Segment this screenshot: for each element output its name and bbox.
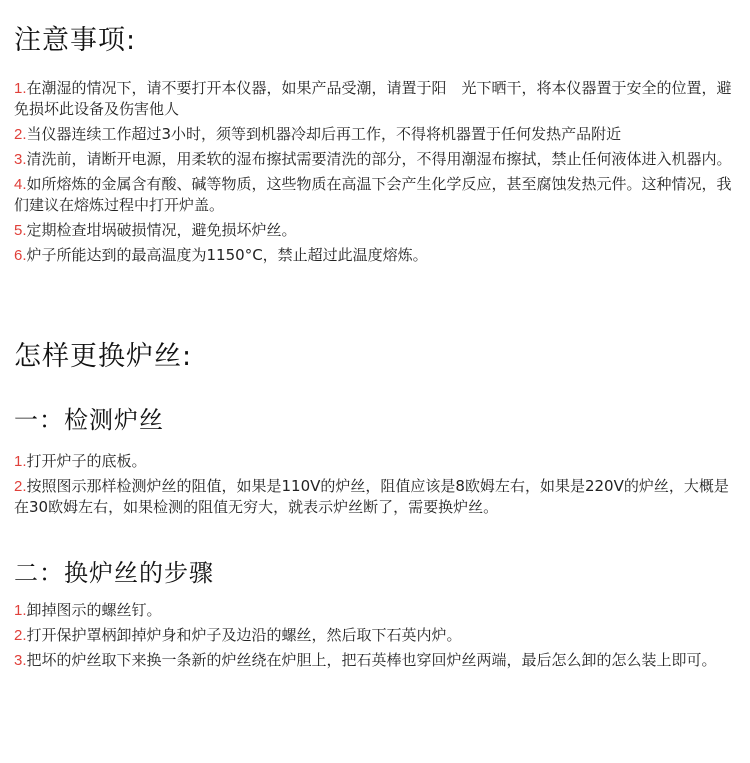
item-number: 1. <box>14 602 27 619</box>
steps-title: 二：换炉丝的步骤 <box>14 559 214 587</box>
steps-item-1 <box>14 600 740 621</box>
item-text: 打开保护罩柄卸掉炉身和炉子及边沿的螺丝，然后取下石英内炉。 <box>26 626 462 644</box>
item-text: 在潮湿的情况下，请不要打开本仪器，如果产品受潮，请置于阳 光下晒干，将本仪器置于安全的位置，避免损坏此设备及伤害他人 <box>14 79 732 118</box>
item-text: 打开炉子的底板。 <box>26 452 147 470</box>
item-number: 2. <box>14 126 27 143</box>
notice-item-5 <box>14 220 740 241</box>
notice-item-4 <box>14 174 740 216</box>
item-number: 2. <box>14 478 27 495</box>
item-text: 定期检查坩埚破损情况，避免损坏炉丝。 <box>26 221 297 239</box>
steps-item-2 <box>14 625 740 646</box>
item-text: 如所熔炼的金属含有酸、碱等物质，这些物质在高温下会产生化学反应，甚至腐蚀发热元件。这种情况，我们建议在熔炼过程中打开炉盖。 <box>14 175 732 214</box>
notice-title: 注意事项: <box>14 25 137 56</box>
notice-item-3 <box>14 149 740 170</box>
item-text: 卸掉图示的螺丝钉。 <box>26 601 162 619</box>
item-text: 按照图示那样检测炉丝的阻值，如果是110V的炉丝，阻值应该是8欧姆左右，如果是220V的炉丝，大概是在30欧姆左右，如果检测的阻值无穷大，就表示炉丝断了，需要换炉丝。 <box>14 477 729 516</box>
detect-item-2 <box>14 476 740 518</box>
item-text: 炉子所能达到的最高温度为1150°C，禁止超过此温度熔炼。 <box>26 246 428 264</box>
item-number: 3. <box>14 151 27 168</box>
notice-list <box>14 78 740 270</box>
item-text: 把坏的炉丝取下来换一条新的炉丝绕在炉胆上，把石英棒也穿回炉丝两端，最后怎么卸的怎么装上即可。 <box>26 651 717 669</box>
detect-title: 一：检测炉丝 <box>14 406 164 434</box>
item-number: 1. <box>14 453 27 470</box>
item-number: 4. <box>14 176 27 193</box>
detect-list <box>14 451 740 522</box>
detect-item-1 <box>14 451 740 472</box>
steps-item-3 <box>14 650 740 671</box>
item-number: 2. <box>14 627 27 644</box>
item-number: 6. <box>14 247 27 264</box>
replace-title: 怎样更换炉丝: <box>14 341 193 372</box>
notice-item-2 <box>14 124 740 145</box>
notice-item-6 <box>14 245 740 266</box>
notice-item-1 <box>14 78 740 120</box>
item-text: 清洗前，请断开电源，用柔软的湿布擦拭需要清洗的部分，不得用潮湿布擦拭，禁止任何液体进入机器内。 <box>26 150 732 168</box>
item-text: 当仪器连续工作超过3小时，须等到机器冷却后再工作，不得将机器置于任何发热产品附近 <box>26 125 622 143</box>
item-number: 3. <box>14 652 27 669</box>
item-number: 1. <box>14 80 27 97</box>
item-number: 5. <box>14 222 27 239</box>
steps-list <box>14 600 740 675</box>
